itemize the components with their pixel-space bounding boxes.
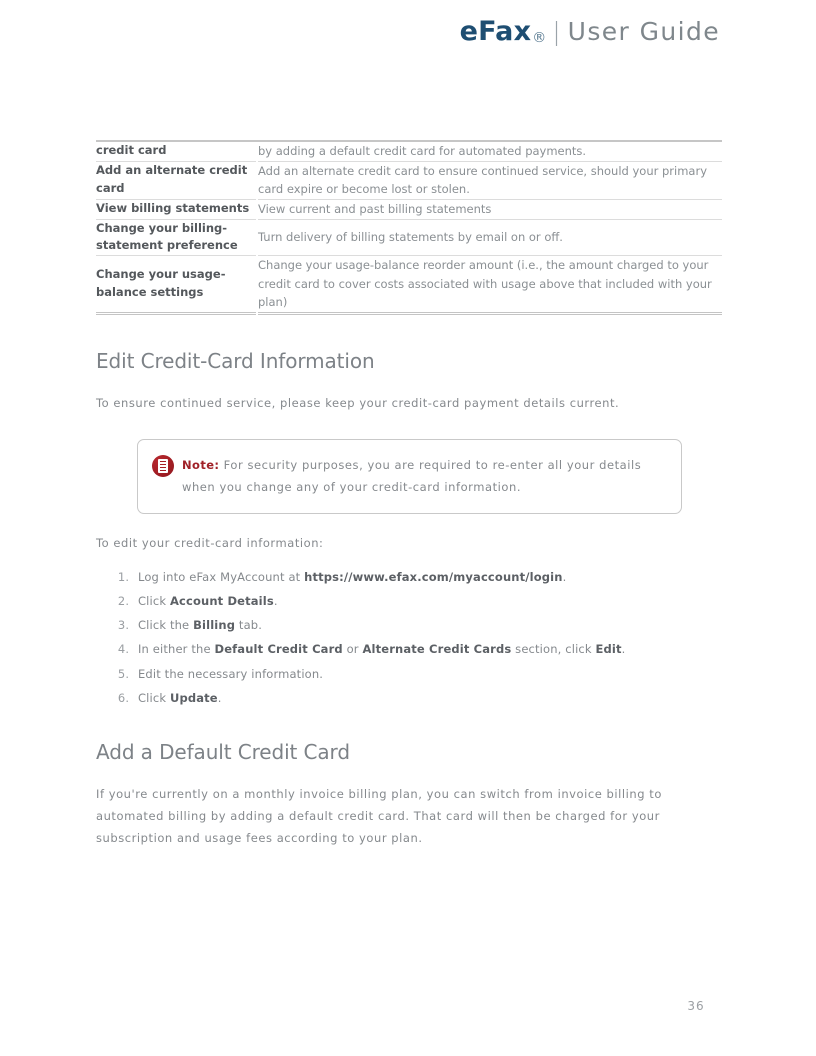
step-middle: or — [342, 642, 363, 657]
step-emphasis: https://www.efax.com/myaccount/login — [304, 569, 563, 584]
document-header — [460, 18, 720, 45]
list-item — [133, 569, 722, 586]
steps-list — [96, 569, 722, 707]
step-text: Click the — [138, 618, 194, 633]
step-text: Click — [138, 690, 170, 705]
page-number — [0, 999, 816, 1013]
table-cell-description: by adding a default credit card for automated payments. — [258, 141, 722, 161]
step-emphasis: Default Credit Card — [214, 642, 343, 657]
step-emphasis: Account Details — [169, 594, 274, 609]
user-guide-label: User Guide — [567, 17, 720, 46]
step-emphasis-2: Alternate Credit Cards — [362, 642, 512, 657]
step-middle-2: section, click — [511, 642, 596, 657]
note-text: For security purposes, you are required to re-enter all your details when you change any of your credit-card information. — [182, 457, 642, 494]
list-item — [133, 593, 722, 610]
list-item — [133, 690, 722, 707]
table-cell-description: Change your usage-balance reorder amount (i.e., the amount charged to your credit card to cover costs associated with usage above that included with your plan) — [258, 256, 722, 314]
table-cell-label: Add an alternate credit card — [96, 161, 256, 199]
list-item — [133, 666, 722, 683]
section-heading-add-default-credit-card: Add a Default Credit Card — [96, 740, 350, 765]
step-suffix: . — [217, 690, 222, 705]
table-row — [96, 219, 722, 256]
page-content — [96, 140, 722, 850]
steps-intro-text: To edit your credit-card information: — [96, 536, 324, 550]
section-body-text: If you're currently on a monthly invoice billing plan, you can switch from invoice billing to automated billing by adding a default credit card. That card will then be charged for your subscription and usage fees according to your plan. — [96, 787, 662, 846]
note-document-icon — [152, 455, 174, 477]
step-suffix: . — [273, 594, 278, 609]
step-text: Edit the necessary information. — [138, 666, 324, 681]
step-suffix: . — [621, 642, 626, 657]
step-emphasis: Billing — [193, 618, 236, 633]
table-cell-label: View billing statements — [96, 199, 256, 219]
feature-table-body — [96, 141, 722, 314]
table-cell-label: Change your usage-balance settings — [96, 256, 256, 314]
section-heading-edit-credit-card: Edit Credit-Card Information — [96, 349, 375, 373]
header-divider: | — [552, 17, 561, 46]
step-text: Log into eFax MyAccount at — [138, 569, 305, 584]
note-callout-box — [137, 439, 682, 514]
table-cell-description: Add an alternate credit card to ensure continued service, should your primary card expire or become lost or stolen. — [258, 161, 722, 199]
list-item — [133, 617, 722, 634]
table-cell-label: Change your billing-statement preference — [96, 219, 256, 256]
table-cell-description: View current and past billing statements — [258, 199, 722, 219]
step-text: Click — [138, 594, 170, 609]
registered-trademark-icon: ® — [532, 30, 547, 46]
table-cell-label: credit card — [96, 141, 256, 161]
page-number-value: 36 — [687, 999, 705, 1013]
note-label: Note: — [182, 457, 220, 472]
step-emphasis: Update — [169, 690, 218, 705]
table-cell-description: Turn delivery of billing statements by email on or off. — [258, 219, 722, 256]
table-row — [96, 199, 722, 219]
feature-table — [96, 140, 722, 315]
note-text-container — [182, 454, 665, 498]
step-emphasis-3: Edit — [595, 642, 622, 657]
step-text: In either the — [138, 642, 215, 657]
table-row — [96, 256, 722, 314]
table-row — [96, 141, 722, 161]
table-row — [96, 161, 722, 199]
step-suffix: tab. — [235, 618, 263, 633]
section-intro-text: To ensure continued service, please keep your credit-card payment details current. — [96, 396, 620, 410]
efax-logo-text: eFax — [459, 16, 532, 47]
step-suffix: . — [562, 569, 567, 584]
list-item — [133, 641, 722, 658]
